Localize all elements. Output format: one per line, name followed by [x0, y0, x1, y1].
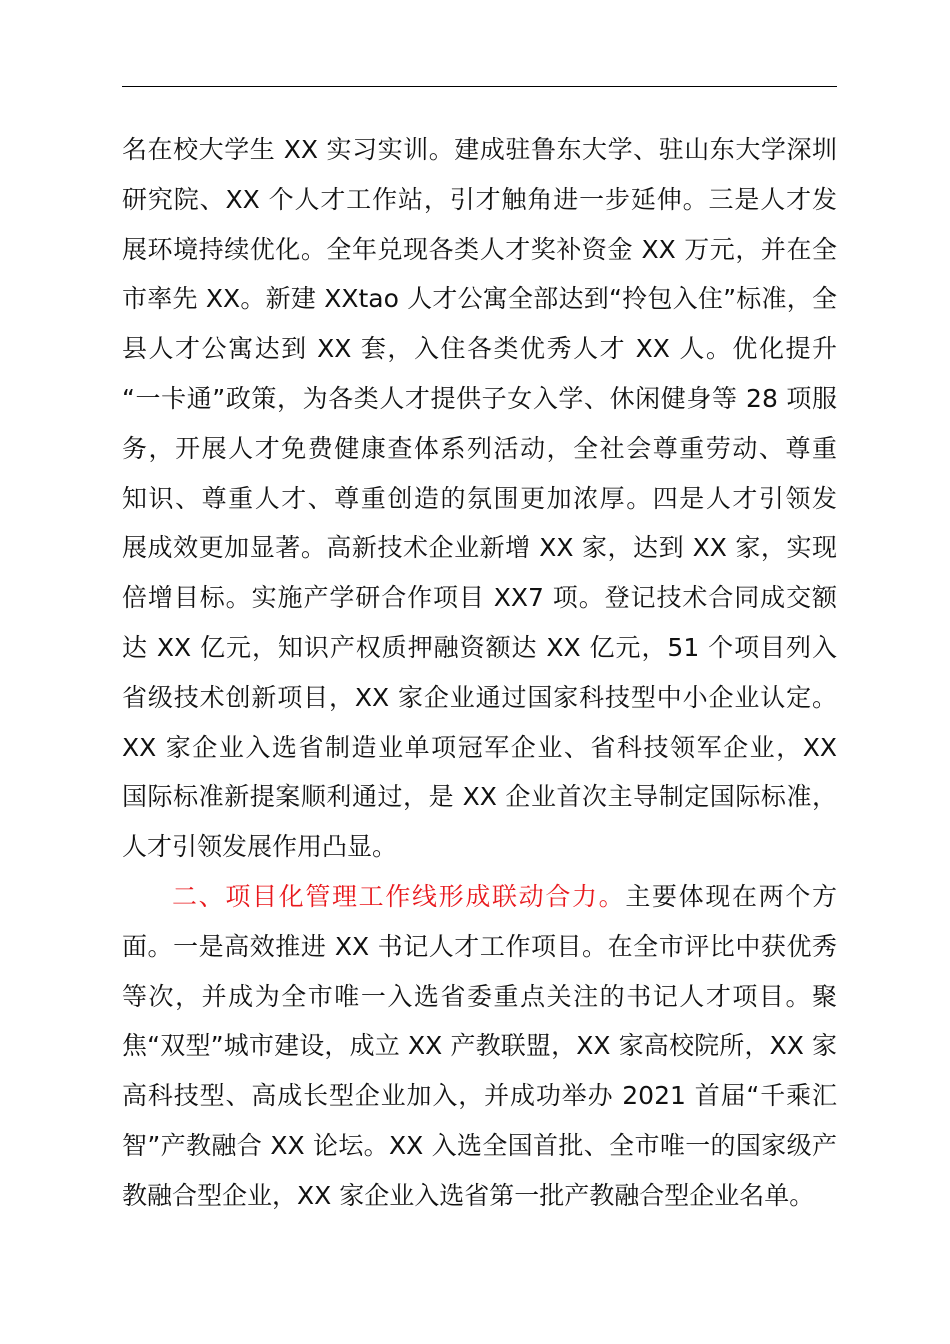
text-line: 国际标准新提案顺利通过，是 XX 企业首次主导制定国际标准，: [122, 782, 837, 812]
section-heading-line: [122, 872, 837, 922]
text-line: 研究院、XX 个人才工作站，引才触角进一步延伸。三是人才发: [122, 184, 837, 214]
text-line: 达 XX 亿元，知识产权质押融资额达 XX 亿元，51 个项目列入: [122, 632, 837, 662]
text-line: 倍增目标。实施产学研合作项目 XX7 项。登记技术合同成交额: [122, 583, 837, 613]
text-line: 展环境持续优化。全年兑现各类人才奖补资金 XX 万元，并在全: [122, 234, 837, 264]
paragraph-project-management: [122, 872, 837, 1221]
text-line: 焦“双型”城市建设，成立 XX 产教联盟，XX 家高校院所，XX 家: [122, 1031, 837, 1061]
header-rule: [122, 86, 837, 87]
text-line: 知识、尊重人才、尊重创造的氛围更加浓厚。四是人才引领发: [122, 483, 837, 513]
text-line: 务，开展人才免费健康查体系列活动，全社会尊重劳动、尊重: [122, 433, 837, 463]
text-line: 市率先 XX。新建 XXtao 人才公寓全部达到“拎包入住”标准，全: [122, 284, 837, 314]
document-body: [122, 125, 837, 1221]
text-line: 高科技型、高成长型企业加入，并成功举办 2021 首届“千乘汇: [122, 1081, 837, 1111]
text-line-last: 人才引领发展作用凸显。: [122, 832, 398, 862]
text-line: 面。一是高效推进 XX 书记人才工作项目。在全市评比中获优秀: [122, 931, 837, 961]
text-line: “一卡通”政策，为各类人才提供子女入学、休闲健身等 28 项服: [122, 383, 837, 413]
text-line: 智”产教融合 XX 论坛。XX 入选全国首批、全市唯一的国家级产: [122, 1130, 837, 1160]
section-heading: 二、项目化管理工作线形成联动合力。: [172, 881, 626, 911]
paragraph-talent-development: [122, 125, 837, 872]
heading-continuation: 主要体现在两个方: [625, 881, 837, 911]
text-line: 县人才公寓达到 XX 套，入住各类优秀人才 XX 人。优化提升: [122, 334, 837, 364]
text-line: 省级技术创新项目，XX 家企业通过国家科技型中小企业认定。: [122, 682, 837, 712]
text-line: 展成效更加显著。高新技术企业新增 XX 家，达到 XX 家，实现: [122, 533, 837, 563]
text-line: 等次，并成为全市唯一入选省委重点关注的书记人才项目。聚: [122, 981, 837, 1011]
text-line: XX 家企业入选省制造业单项冠军企业、省科技领军企业，XX: [122, 732, 837, 762]
text-line-last: 教融合型企业，XX 家企业入选省第一批产教融合型企业名单。: [122, 1180, 815, 1210]
text-line: 名在校大学生 XX 实习实训。建成驻鲁东大学、驻山东大学深圳: [122, 135, 837, 164]
